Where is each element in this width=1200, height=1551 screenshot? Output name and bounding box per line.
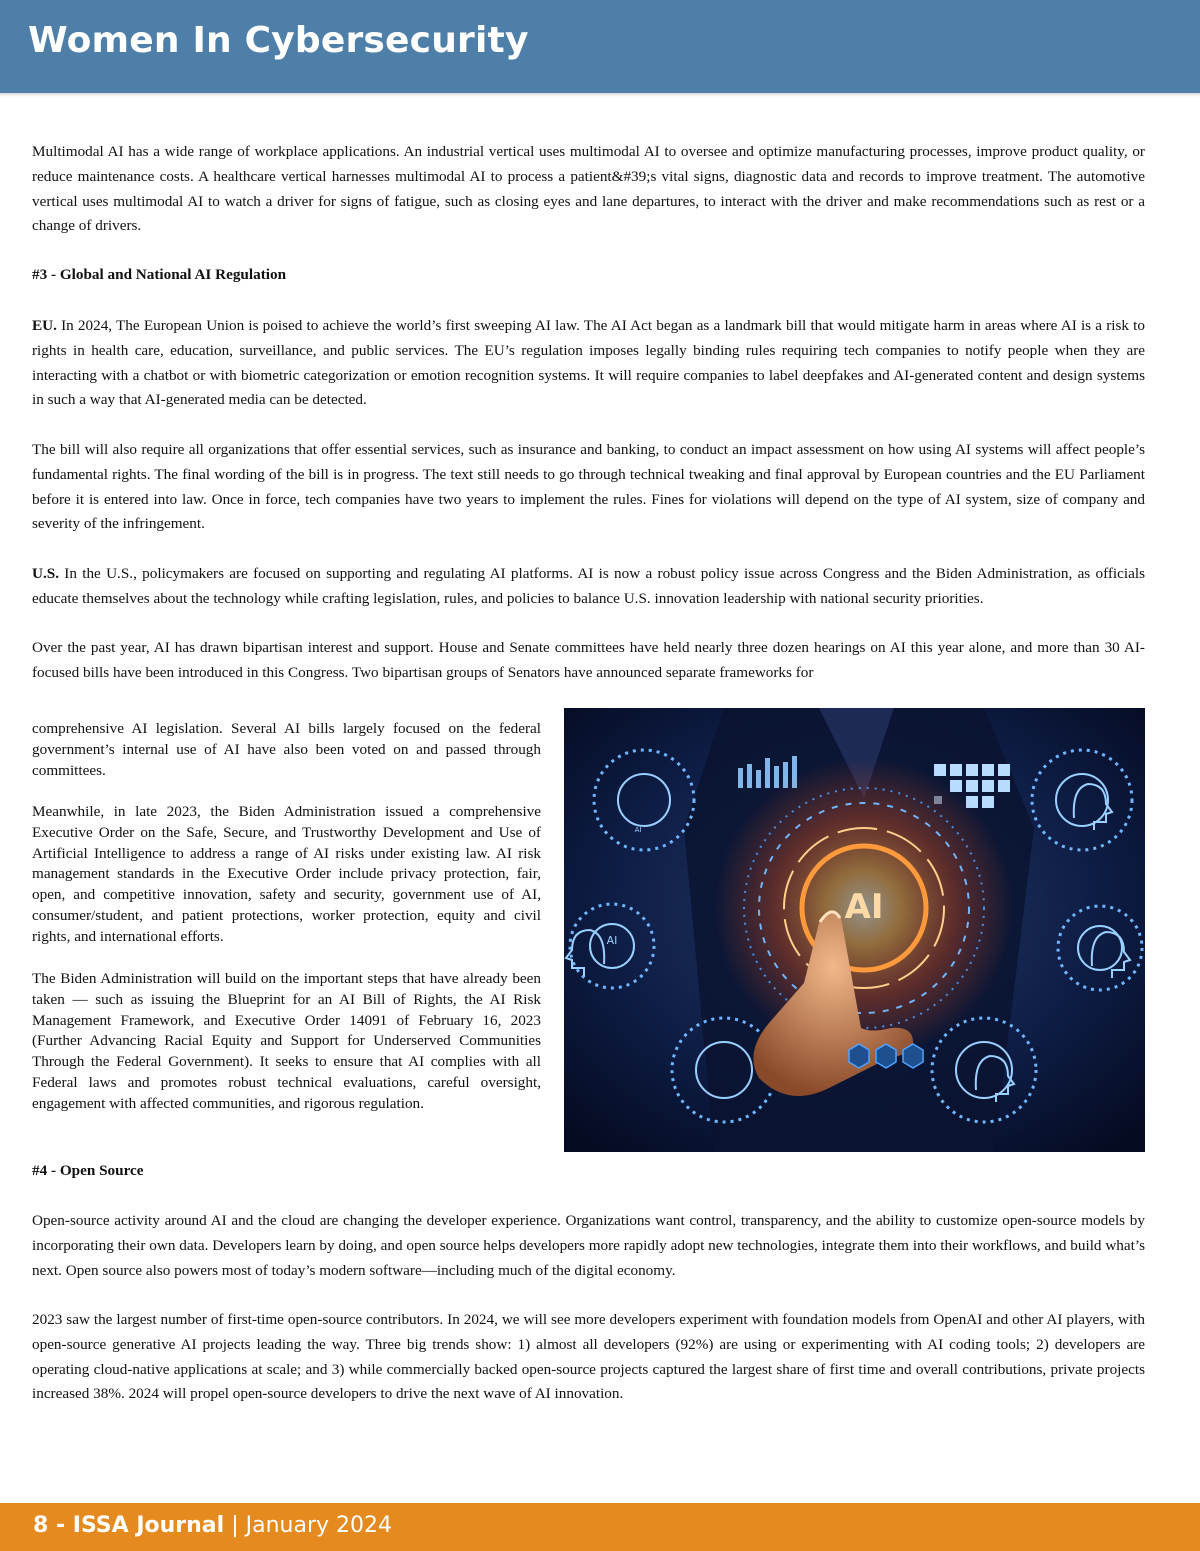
header-title: Women In Cybersecurity (28, 20, 529, 61)
heading-open-source: #4 - Open Source (32, 1162, 144, 1179)
header-shadow (0, 93, 1200, 97)
center-ai-label: AI (844, 887, 884, 927)
eu-text: In 2024, The European Union is poised to achieve the world’s first sweeping AI law. The AI Act began as a landmark bill that would mitigate harm in areas where AI is a risk to rights in health care, education, surveillance, and public services. The EU’s regulation imposes legally binding rules requiring tech companies to notify people when they are interacting with a chatbot or with biometric categorization or emotion recognition systems. It will require companies to label deepfakes and AI-generated content and design systems in such a way that AI-generated media can be detected. (32, 317, 1145, 409)
us-text: In the U.S., policymakers are focused on supporting and regulating AI platforms. AI is now a robust policy issue across Congress and the Biden Administration, as officials educate themselves about the technology while crafting legislation, rules, and policies to balance U.S. innovation leadership with national security priorities. (32, 565, 1145, 607)
paragraph-eu (32, 314, 1145, 413)
page-footer (0, 1503, 1200, 1551)
ai-illustration-svg (564, 708, 1145, 1152)
us-label: U.S. (32, 565, 60, 582)
column-paragraph-biden: The Biden Administration will build on the important steps that have already been taken — such as issuing the Blueprint for an AI Bill of Rights, the AI Risk Management Framework, and Executive Order 14091 of February 16, 2023 (Further Advancing Racial Equity and Support for Underserved Communities Through the Federal Government). It seeks to ensure that AI complies with all Federal laws and promotes robust technical evaluations, careful oversight, engagement with affected communities, and rigorous regulation. (32, 970, 541, 1112)
footer-page-label: 8 - ISSA Journal (33, 1513, 225, 1538)
footer-text (33, 1513, 392, 1538)
page-header (0, 0, 1200, 93)
ai-hand-illustration (564, 708, 1145, 1152)
small-ai-label: AI (634, 826, 642, 834)
left-ai-label: AI (606, 934, 618, 947)
paragraph-us (32, 562, 1145, 612)
paragraph-2023: 2023 saw the largest number of first-time open-source contributors. In 2024, we will see more developers experiment with foundation models from OpenAI and other AI players, with open-source generative AI projects leading the way. Three big trends show: 1) almost all developers (92%) are using or experimenting with AI coding tools; 2) developers are operating cloud-native applications at scale; and 3) while commercially backed open-source projects captured the largest share of first time and overall contributions, private projects increased 38%. 2024 will propel open-source developers to drive the next wave of AI innovation. (32, 1311, 1145, 1403)
eu-label: EU. (32, 317, 57, 334)
paragraph-multimodal: Multimodal AI has a wide range of workplace applications. An industrial vertical uses multimodal AI to oversee and optimize manufacturing processes, improve product quality, or reduce maintenance costs. A healthcare vertical harnesses multimodal AI to process a patient&#39;s vital signs, diagnostic data and records to improve treatment. The automotive vertical uses multimodal AI to watch a driver for signs of fatigue, such as closing eyes and lane departures, to interact with the driver and make recommendations such as rest or a change of drivers. (32, 143, 1145, 235)
paragraph-bill: The bill will also require all organizations that offer essential services, such as insurance and banking, to conduct an impact assessment on how using AI systems will affect people’s fundamental rights. The final wording of the bill is in progress. The text still needs to go through technical tweaking and final approval by European countries and the EU Parliament before it is entered into law. Once in force, tech companies have two years to implement the rules. Fines for violations will depend on the type of AI system, size of company and severity of the infringement. (32, 441, 1145, 533)
footer-separator: | (224, 1513, 246, 1538)
footer-date: January 2024 (245, 1513, 392, 1538)
paragraph-past-year: Over the past year, AI has drawn bipartisan interest and support. House and Senate committees have held nearly three dozen hearings on AI this year alone, and more than 30 AI-focused bills have been introduced in this Congress. Two bipartisan groups of Senators have announced separate frameworks for (32, 639, 1145, 681)
heading-regulation: #3 - Global and National AI Regulation (32, 266, 287, 283)
paragraph-open-source: Open-source activity around AI and the cloud are changing the developer experience. Organizations want control, transparency, and the ability to customize open-source models by incorporating their own data. Developers learn by doing, and open source helps developers more rapidly adopt new technologies, integrate them into their workflows, and build what’s next. Open source also powers most of today’s modern software—including much of the digital economy. (32, 1212, 1145, 1279)
column-paragraph-executive-order: Meanwhile, in late 2023, the Biden Administration issued a comprehensive Executive Order on the Safe, Secure, and Trustworthy Development and Use of Artificial Intelligence to address a range of AI risks under existing law. AI risk management standards in the Executive Order include privacy protection, fair, open, and competitive innovation, safety and security, government use of AI, consumer/student, and patient protections, worker protection, equity and civil rights, and international efforts. (32, 803, 541, 945)
column-paragraph-legislation: comprehensive AI legislation. Several AI bills largely focused on the federal government’s internal use of AI have also been voted on and passed through committees. (32, 720, 541, 779)
